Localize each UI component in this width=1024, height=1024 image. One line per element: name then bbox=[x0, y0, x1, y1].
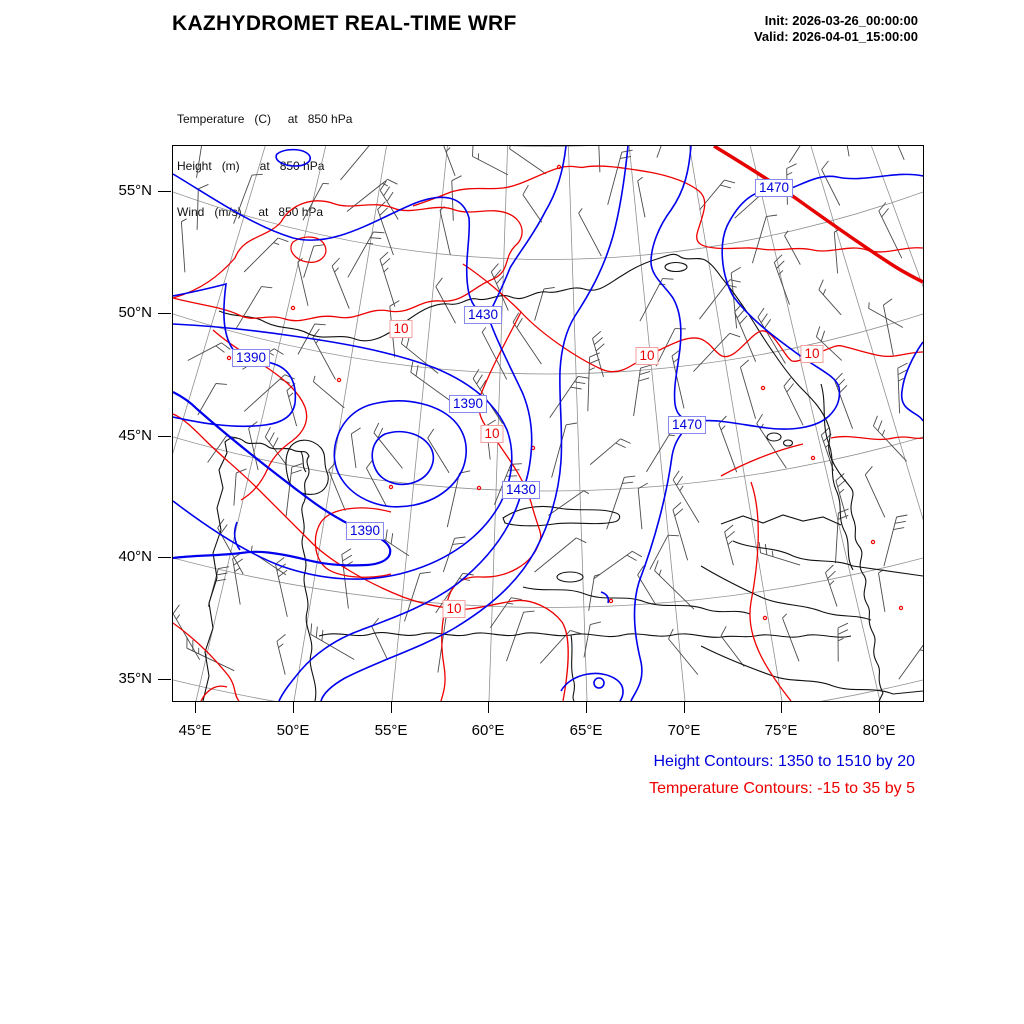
height-contour-label: 1430 bbox=[464, 306, 502, 324]
y-tick-label: 55°N bbox=[118, 182, 152, 199]
x-tick-mark bbox=[879, 702, 880, 713]
height-contour-label: 1390 bbox=[232, 349, 270, 367]
x-tick-mark bbox=[293, 702, 294, 713]
y-tick-mark bbox=[158, 679, 171, 680]
x-tick-label: 55°E bbox=[374, 722, 408, 739]
x-tick-label: 50°E bbox=[276, 722, 310, 739]
height-contour-caption: Height Contours: 1350 to 1510 by 20 bbox=[653, 753, 915, 770]
map-plot-area bbox=[172, 145, 924, 702]
x-tick-mark bbox=[195, 702, 196, 713]
temperature-contour-label: 10 bbox=[635, 347, 658, 365]
height-contour-label: 1470 bbox=[668, 416, 706, 434]
y-tick-mark bbox=[158, 313, 171, 314]
valid-time: Valid: 2026-04-01_15:00:00 bbox=[753, 29, 918, 44]
x-tick-label: 75°E bbox=[764, 722, 798, 739]
x-tick-mark bbox=[684, 702, 685, 713]
legend-line-wind: Wind (m/s) at 850 hPa bbox=[177, 205, 324, 219]
x-tick-label: 60°E bbox=[471, 722, 505, 739]
y-tick-label: 45°N bbox=[118, 427, 152, 444]
x-tick-label: 65°E bbox=[569, 722, 603, 739]
temperature-contour-caption: Temperature Contours: -15 to 35 by 5 bbox=[649, 780, 915, 797]
height-contour-label: 1430 bbox=[502, 481, 540, 499]
temperature-contour-label: 10 bbox=[389, 320, 412, 338]
x-tick-mark bbox=[781, 702, 782, 713]
x-tick-label: 80°E bbox=[862, 722, 896, 739]
y-tick-mark bbox=[158, 191, 171, 192]
temperature-contour-label: 10 bbox=[480, 425, 503, 443]
y-tick-label: 40°N bbox=[118, 548, 152, 565]
legend-line-height: Height (m) at 850 hPa bbox=[177, 158, 325, 173]
height-contour-label: 1470 bbox=[755, 179, 793, 197]
y-tick-label: 35°N bbox=[118, 670, 152, 687]
temperature-contour-label: 10 bbox=[800, 345, 823, 363]
legend-line-temperature: Temperature (C) at 850 hPa bbox=[177, 112, 353, 126]
x-tick-label: 45°E bbox=[178, 722, 212, 739]
x-tick-mark bbox=[488, 702, 489, 713]
x-tick-mark bbox=[586, 702, 587, 713]
x-tick-label: 70°E bbox=[667, 722, 701, 739]
y-tick-label: 50°N bbox=[118, 304, 152, 321]
init-time: Init: 2026-03-26_00:00:00 bbox=[764, 13, 918, 28]
page-title: KAZHYDROMET REAL-TIME WRF bbox=[172, 12, 517, 35]
y-tick-mark bbox=[158, 436, 171, 437]
height-contour-label: 1390 bbox=[346, 522, 384, 540]
x-tick-mark bbox=[391, 702, 392, 713]
height-contour-label: 1390 bbox=[449, 395, 487, 413]
y-tick-mark bbox=[158, 557, 171, 558]
temperature-contour-label: 10 bbox=[442, 600, 465, 618]
contour-label-layer bbox=[173, 146, 923, 701]
run-times bbox=[640, 13, 918, 45]
